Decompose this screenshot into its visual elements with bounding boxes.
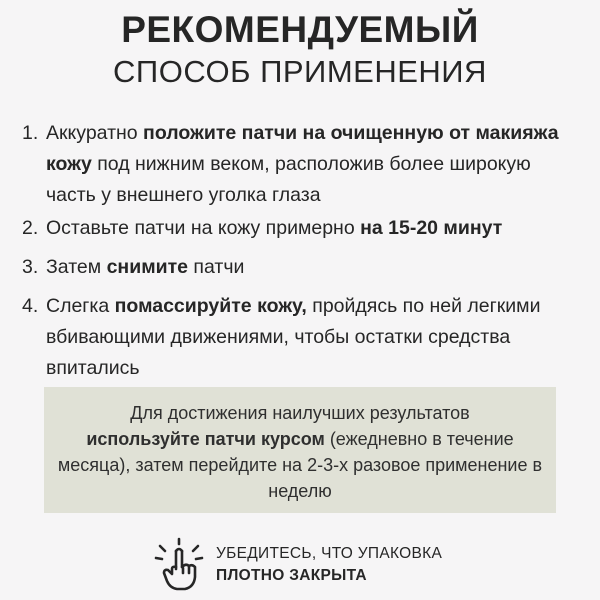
step-text-bold: помассируйте кожу, [114, 295, 307, 317]
step-text [46, 118, 582, 211]
step-text-part: Оставьте патчи на кожу примерно [46, 217, 361, 239]
step-text [46, 252, 582, 289]
instruction-step-1 [22, 118, 582, 211]
tip-text: Для достижения наилучших результатов [130, 403, 470, 423]
step-text-part: Слегка [46, 295, 115, 317]
step-text-part: пройдясь по ней легкими вбивающими движениями, чтобы остатки средства впитались [46, 295, 541, 379]
instruction-step-2 [22, 213, 582, 250]
step-text [46, 213, 582, 250]
packaging-note-line1: УБЕДИТЕСЬ, ЧТО УПАКОВКА [216, 545, 443, 562]
tip-box [44, 387, 556, 513]
step-text-bold: положите патчи на очищенную от макияжа кожу [46, 122, 559, 175]
instruction-step-3 [22, 252, 582, 289]
packaging-note [152, 535, 442, 595]
step-text-bold: снимите [106, 256, 188, 278]
step-text-bold: на 15-20 минут [360, 217, 503, 239]
tip-text-rest: (ежедневно в течение месяца), затем перейдите на 2-3-х разовое применение в неделю [57, 429, 543, 501]
instruction-list [22, 118, 582, 384]
step-number: 3. [22, 256, 39, 278]
instruction-step-4 [22, 291, 582, 384]
tip-text-bold: используйте патчи курсом [86, 429, 325, 449]
step-number: 4. [22, 295, 39, 317]
page-title: РЕКОМЕНДУЕМЫЙ [121, 9, 479, 50]
step-number: 1. [22, 122, 39, 144]
step-text-part: патчи [188, 256, 245, 278]
step-text [46, 291, 582, 384]
step-text-part: Затем [46, 256, 107, 278]
packaging-note-line2: ПЛОТНО ЗАКРЫТА [216, 567, 367, 584]
page-subtitle: СПОСОБ ПРИМЕНЕНИЯ [113, 54, 487, 89]
packaging-note-text [216, 543, 442, 587]
step-text-part: под нижним веком, расположив более широкую часть у внешнего уголка глаза [46, 153, 531, 206]
step-text-part: Аккуратно [46, 122, 144, 144]
hand-pointing-up-icon [152, 537, 208, 593]
step-number: 2. [22, 217, 39, 239]
